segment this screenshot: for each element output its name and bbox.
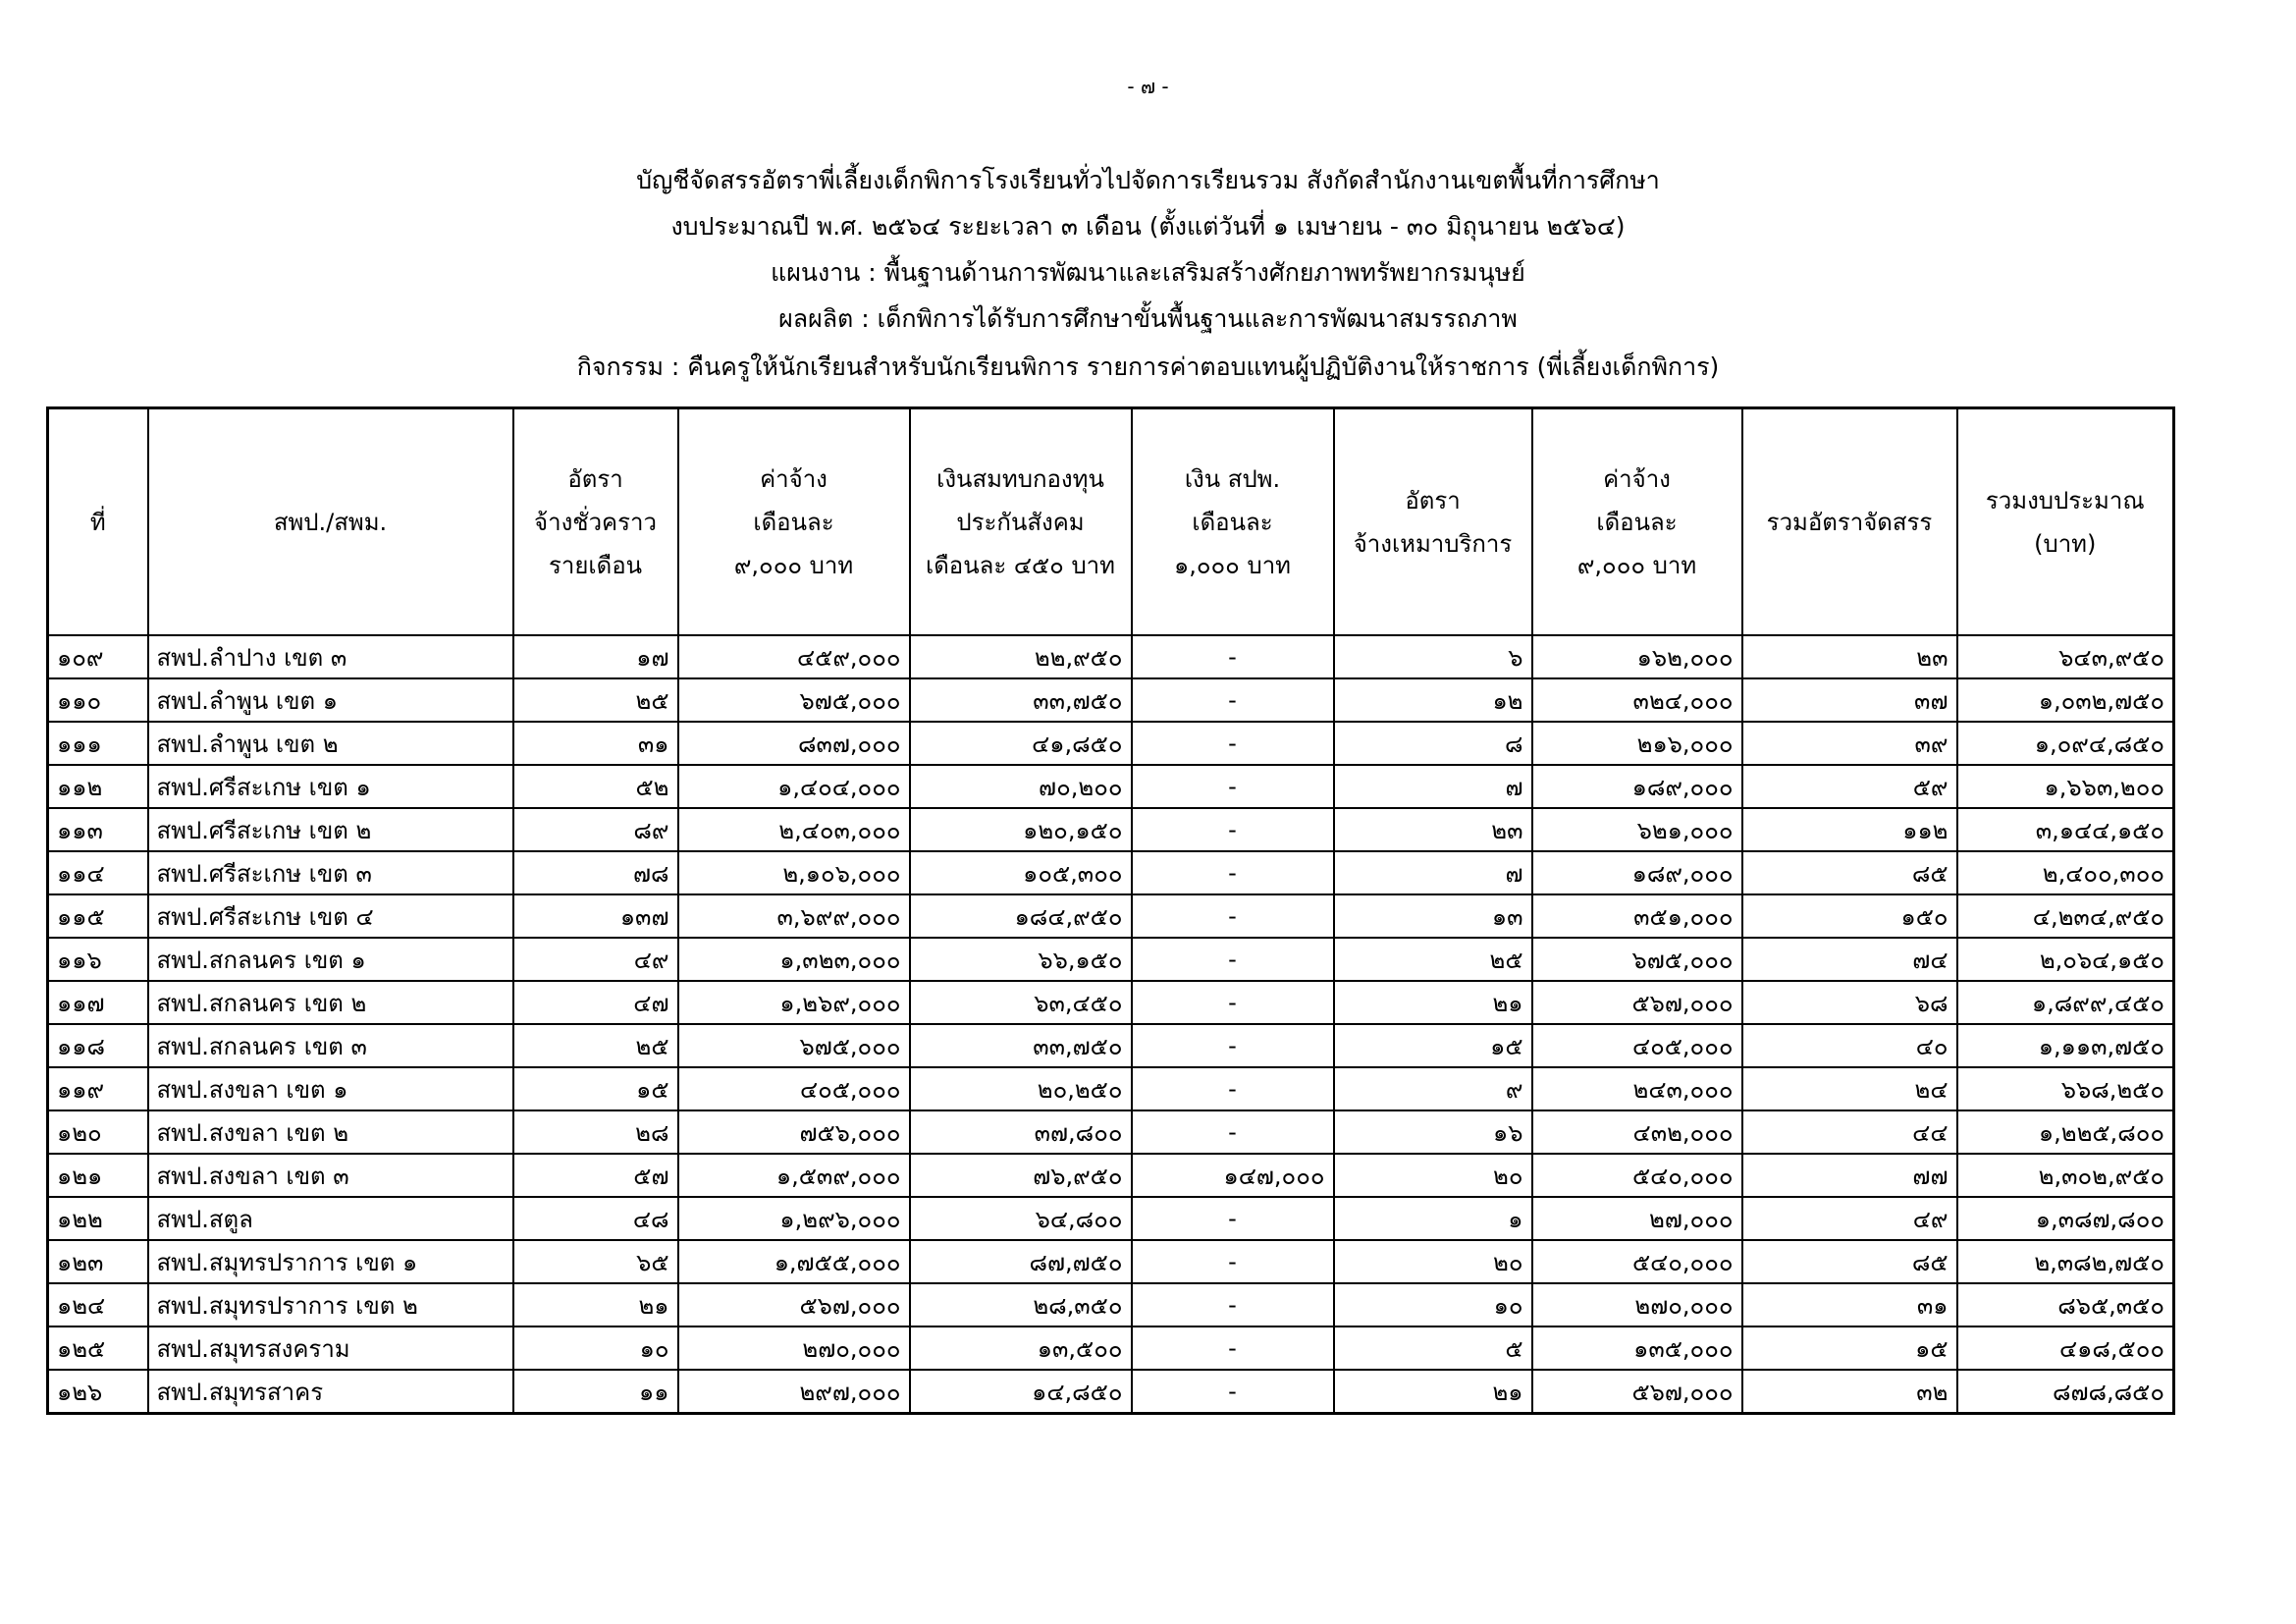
total-rate-cell: ๓๗ [1742,678,1957,722]
temp-rate-cell: ๒๕ [513,1024,678,1067]
sppw-fund-cell: - [1132,1197,1334,1240]
column-header-line: ประกันสังคม [956,508,1085,536]
header-row [48,408,2174,636]
column-header-line: (บาท) [2034,529,2097,558]
sppw-fund-cell: - [1132,808,1334,851]
temp-wage-cell: ๔๕๙,๐๐๐ [678,635,910,678]
column-header [910,408,1132,636]
social-security-cell: ๑๔,๘๕๐ [910,1370,1132,1414]
total-rate-cell: ๘๕ [1742,1240,1957,1283]
sppw-fund-cell: - [1132,678,1334,722]
social-security-cell: ๖๓,๔๕๐ [910,981,1132,1024]
total-rate-cell: ๓๙ [1742,722,1957,765]
column-header [678,408,910,636]
total-budget-cell: ๔,๒๓๔,๙๕๐ [1957,894,2174,938]
total-rate-cell: ๖๘ [1742,981,1957,1024]
office-name-cell: สพป.สกลนคร เขต ๑ [148,938,513,981]
total-budget-cell: ๖๔๓,๙๕๐ [1957,635,2174,678]
total-rate-cell: ๒๓ [1742,635,1957,678]
row-number-cell: ๑๑๐ [48,678,148,722]
column-header-line: เงิน สปพ. [1184,464,1281,493]
total-rate-cell: ๑๕ [1742,1326,1957,1370]
row-number-cell: ๑๑๔ [48,851,148,894]
column-header [1132,408,1334,636]
contract-rate-cell: ๒๓ [1334,808,1532,851]
contract-rate-cell: ๑๖ [1334,1110,1532,1154]
column-header [48,408,148,636]
column-header-line: อัตรา [567,464,623,493]
row-number-cell: ๑๐๙ [48,635,148,678]
sppw-fund-cell: - [1132,1067,1334,1110]
office-name-cell: สพป.สมุทรสาคร [148,1370,513,1414]
table-row [48,678,2174,722]
contract-rate-cell: ๒๑ [1334,1370,1532,1414]
row-number-cell: ๑๒๑ [48,1154,148,1197]
sppw-fund-cell: - [1132,1240,1334,1283]
contract-rate-cell: ๘ [1334,722,1532,765]
table-body [48,635,2174,1414]
office-name-cell: สพป.สงขลา เขต ๑ [148,1067,513,1110]
plan-line: แผนงาน : พื้นฐานด้านการพัฒนาและเสริมสร้างศักยภาพทรัพยากรมนุษย์ [771,258,1525,287]
total-budget-cell: ๘๗๘,๘๕๐ [1957,1370,2174,1414]
total-rate-cell: ๓๒ [1742,1370,1957,1414]
temp-rate-cell: ๕๒ [513,765,678,808]
sppw-fund-cell: - [1132,894,1334,938]
social-security-cell: ๑๓,๕๐๐ [910,1326,1132,1370]
sppw-fund-cell: - [1132,722,1334,765]
temp-wage-cell: ๒๗๐,๐๐๐ [678,1326,910,1370]
social-security-cell: ๒๒,๙๕๐ [910,635,1132,678]
sppw-fund-cell: ๑๔๗,๐๐๐ [1132,1154,1334,1197]
total-budget-cell: ๔๑๘,๕๐๐ [1957,1326,2174,1370]
total-rate-cell: ๑๑๒ [1742,808,1957,851]
activity-line: กิจกรรม : คืนครูให้นักเรียนสำหรับนักเรียนพิการ รายการค่าตอบแทนผู้ปฏิบัติงานให้ราชการ (พี่เลี้ยงเด็กพิการ) [576,352,1720,381]
row-number-cell: ๑๑๗ [48,981,148,1024]
column-header-line: ค่าจ้าง [760,464,828,493]
temp-wage-cell: ๕๖๗,๐๐๐ [678,1283,910,1326]
row-number-cell: ๑๑๑ [48,722,148,765]
total-budget-cell: ๒,๔๐๐,๓๐๐ [1957,851,2174,894]
contract-wage-cell: ๒๗,๐๐๐ [1532,1197,1742,1240]
office-name-cell: สพป.สตูล [148,1197,513,1240]
column-header-line: ๙,๐๐๐ บาท [733,551,854,579]
total-rate-cell: ๓๑ [1742,1283,1957,1326]
table-row [48,894,2174,938]
social-security-cell: ๘๗,๗๕๐ [910,1240,1132,1283]
temp-rate-cell: ๖๕ [513,1240,678,1283]
temp-wage-cell: ๔๐๕,๐๐๐ [678,1067,910,1110]
table-row [48,1154,2174,1197]
table-row [48,722,2174,765]
table-row [48,1283,2174,1326]
table-row [48,938,2174,981]
table-row [48,1110,2174,1154]
output-line: ผลผลิต : เด็กพิการได้รับการศึกษาขั้นพื้นฐานและการพัฒนาสมรรถภาพ [778,304,1518,333]
sppw-fund-cell: - [1132,1024,1334,1067]
contract-wage-cell: ๓๕๑,๐๐๐ [1532,894,1742,938]
contract-wage-cell: ๕๔๐,๐๐๐ [1532,1154,1742,1197]
total-budget-cell: ๑,๖๖๓,๒๐๐ [1957,765,2174,808]
contract-rate-cell: ๙ [1334,1067,1532,1110]
total-budget-cell: ๑,๐๓๒,๗๕๐ [1957,678,2174,722]
office-name-cell: สพป.ศรีสะเกษ เขต ๔ [148,894,513,938]
contract-wage-cell: ๕๖๗,๐๐๐ [1532,981,1742,1024]
column-header [1334,408,1532,636]
document-title: บัญชีจัดสรรอัตราพี่เลี้ยงเด็กพิการโรงเรียนทั่วไปจัดการเรียนรวม สังกัดสำนักงานเขตพื้นที่การศึกษา [636,166,1660,194]
total-budget-cell: ๖๖๘,๒๕๐ [1957,1067,2174,1110]
office-name-cell: สพป.สงขลา เขต ๓ [148,1154,513,1197]
column-header-line: รวมอัตราจัดสรร [1766,508,1933,536]
row-number-cell: ๑๑๖ [48,938,148,981]
sppw-fund-cell: - [1132,1283,1334,1326]
temp-wage-cell: ๖๗๕,๐๐๐ [678,678,910,722]
temp-rate-cell: ๒๘ [513,1110,678,1154]
contract-rate-cell: ๒๕ [1334,938,1532,981]
contract-rate-cell: ๑๐ [1334,1283,1532,1326]
row-number-cell: ๑๑๘ [48,1024,148,1067]
total-budget-cell: ๒,๐๖๔,๑๕๐ [1957,938,2174,981]
table-header [48,408,2174,636]
row-number-cell: ๑๒๕ [48,1326,148,1370]
table-row [48,1240,2174,1283]
social-security-cell: ๖๔,๘๐๐ [910,1197,1132,1240]
temp-rate-cell: ๑๓๗ [513,894,678,938]
page-number: - ๗ - [1127,75,1169,98]
temp-rate-cell: ๑๕ [513,1067,678,1110]
contract-wage-cell: ๒๗๐,๐๐๐ [1532,1283,1742,1326]
total-rate-cell: ๘๕ [1742,851,1957,894]
row-number-cell: ๑๑๙ [48,1067,148,1110]
temp-wage-cell: ๗๕๖,๐๐๐ [678,1110,910,1154]
contract-wage-cell: ๑๘๙,๐๐๐ [1532,765,1742,808]
row-number-cell: ๑๒๓ [48,1240,148,1283]
temp-wage-cell: ๑,๔๐๔,๐๐๐ [678,765,910,808]
social-security-cell: ๖๖,๑๕๐ [910,938,1132,981]
contract-wage-cell: ๔๓๒,๐๐๐ [1532,1110,1742,1154]
contract-wage-cell: ๓๒๔,๐๐๐ [1532,678,1742,722]
contract-wage-cell: ๕๖๗,๐๐๐ [1532,1370,1742,1414]
column-header [148,408,513,636]
contract-wage-cell: ๕๔๐,๐๐๐ [1532,1240,1742,1283]
column-header-line: รายเดือน [548,551,643,579]
column-header [1742,408,1957,636]
contract-wage-cell: ๑๖๒,๐๐๐ [1532,635,1742,678]
row-number-cell: ๑๑๓ [48,808,148,851]
office-name-cell: สพป.ลำพูน เขต ๒ [148,722,513,765]
table-row [48,765,2174,808]
total-budget-cell: ๑,๘๙๙,๔๕๐ [1957,981,2174,1024]
social-security-cell: ๔๑,๘๕๐ [910,722,1132,765]
total-budget-cell: ๘๖๕,๓๕๐ [1957,1283,2174,1326]
column-header-line: ๙,๐๐๐ บาท [1576,551,1697,579]
row-number-cell: ๑๒๒ [48,1197,148,1240]
social-security-cell: ๓๓,๗๕๐ [910,1024,1132,1067]
column-header-line: ที่ [89,508,106,536]
contract-wage-cell: ๒๔๓,๐๐๐ [1532,1067,1742,1110]
sppw-fund-cell: - [1132,981,1334,1024]
table-row [48,1370,2174,1414]
table-row [48,1326,2174,1370]
column-header [1532,408,1742,636]
contract-rate-cell: ๒๐ [1334,1154,1532,1197]
total-rate-cell: ๑๕๐ [1742,894,1957,938]
total-rate-cell: ๔๐ [1742,1024,1957,1067]
table-row [48,808,2174,851]
column-header-line: เงินสมทบกองทุน [936,464,1104,493]
total-rate-cell: ๗๗ [1742,1154,1957,1197]
column-header-line: จ้างเหมาบริการ [1353,529,1513,558]
temp-wage-cell: ๒๙๗,๐๐๐ [678,1370,910,1414]
total-budget-cell: ๑,๒๒๕,๘๐๐ [1957,1110,2174,1154]
total-rate-cell: ๕๙ [1742,765,1957,808]
total-budget-cell: ๑,๓๘๗,๘๐๐ [1957,1197,2174,1240]
contract-wage-cell: ๑๓๕,๐๐๐ [1532,1326,1742,1370]
column-header-line: สพป./สพม. [273,508,388,536]
temp-rate-cell: ๑๑ [513,1370,678,1414]
column-header-line: ๑,๐๐๐ บาท [1174,551,1291,579]
contract-rate-cell: ๗ [1334,851,1532,894]
sppw-fund-cell: - [1132,1110,1334,1154]
allocation-table [46,406,2175,1415]
social-security-cell: ๒๐,๒๕๐ [910,1067,1132,1110]
temp-rate-cell: ๓๑ [513,722,678,765]
office-name-cell: สพป.ลำปาง เขต ๓ [148,635,513,678]
contract-rate-cell: ๑ [1334,1197,1532,1240]
temp-wage-cell: ๖๗๕,๐๐๐ [678,1024,910,1067]
temp-rate-cell: ๕๗ [513,1154,678,1197]
total-rate-cell: ๗๔ [1742,938,1957,981]
contract-rate-cell: ๑๓ [1334,894,1532,938]
temp-rate-cell: ๑๐ [513,1326,678,1370]
contract-wage-cell: ๔๐๕,๐๐๐ [1532,1024,1742,1067]
table-row [48,1067,2174,1110]
temp-rate-cell: ๔๗ [513,981,678,1024]
column-header-line: จ้างชั่วคราว [534,508,657,536]
column-header-line: ค่าจ้าง [1603,464,1671,493]
contract-rate-cell: ๕ [1334,1326,1532,1370]
sppw-fund-cell: - [1132,851,1334,894]
contract-rate-cell: ๒๐ [1334,1240,1532,1283]
temp-rate-cell: ๔๙ [513,938,678,981]
office-name-cell: สพป.ศรีสะเกษ เขต ๑ [148,765,513,808]
temp-wage-cell: ๒,๑๐๖,๐๐๐ [678,851,910,894]
row-number-cell: ๑๒๖ [48,1370,148,1414]
office-name-cell: สพป.สกลนคร เขต ๒ [148,981,513,1024]
social-security-cell: ๓๓,๗๕๐ [910,678,1132,722]
row-number-cell: ๑๑๒ [48,765,148,808]
contract-rate-cell: ๗ [1334,765,1532,808]
temp-wage-cell: ๓,๖๙๙,๐๐๐ [678,894,910,938]
row-number-cell: ๑๑๕ [48,894,148,938]
office-name-cell: สพป.สมุทรปราการ เขต ๒ [148,1283,513,1326]
office-name-cell: สพป.ลำพูน เขต ๑ [148,678,513,722]
social-security-cell: ๓๗,๘๐๐ [910,1110,1132,1154]
office-name-cell: สพป.สมุทรสงคราม [148,1326,513,1370]
column-header-line: อัตรา [1405,486,1461,514]
row-number-cell: ๑๒๐ [48,1110,148,1154]
social-security-cell: ๗๖,๙๕๐ [910,1154,1132,1197]
total-rate-cell: ๒๔ [1742,1067,1957,1110]
column-header [1957,408,2174,636]
social-security-cell: ๑๒๐,๑๕๐ [910,808,1132,851]
temp-wage-cell: ๑,๓๒๓,๐๐๐ [678,938,910,981]
row-number-cell: ๑๒๔ [48,1283,148,1326]
total-rate-cell: ๔๙ [1742,1197,1957,1240]
contract-wage-cell: ๖๒๑,๐๐๐ [1532,808,1742,851]
budget-period: งบประมาณปี พ.ศ. ๒๕๖๔ ระยะเวลา ๓ เดือน (ตั้งแต่วันที่ ๑ เมษายน - ๓๐ มิถุนายน ๒๕๖๔) [670,212,1626,241]
total-rate-cell: ๔๔ [1742,1110,1957,1154]
column-header-line: เดือนละ [1596,508,1678,536]
column-header-line: รวมงบประมาณ [1985,486,2145,514]
total-budget-cell: ๑,๑๑๓,๗๕๐ [1957,1024,2174,1067]
sppw-fund-cell: - [1132,1370,1334,1414]
social-security-cell: ๗๐,๒๐๐ [910,765,1132,808]
column-header [513,408,678,636]
temp-wage-cell: ๑,๒๖๙,๐๐๐ [678,981,910,1024]
social-security-cell: ๑๐๕,๓๐๐ [910,851,1132,894]
table-row [48,1197,2174,1240]
contract-rate-cell: ๑๒ [1334,678,1532,722]
total-budget-cell: ๒,๓๘๒,๗๕๐ [1957,1240,2174,1283]
table-row [48,635,2174,678]
social-security-cell: ๑๘๔,๙๕๐ [910,894,1132,938]
sppw-fund-cell: - [1132,938,1334,981]
temp-rate-cell: ๒๑ [513,1283,678,1326]
sppw-fund-cell: - [1132,765,1334,808]
office-name-cell: สพป.ศรีสะเกษ เขต ๓ [148,851,513,894]
temp-wage-cell: ๒,๔๐๓,๐๐๐ [678,808,910,851]
temp-wage-cell: ๑,๒๙๖,๐๐๐ [678,1197,910,1240]
office-name-cell: สพป.สกลนคร เขต ๓ [148,1024,513,1067]
temp-rate-cell: ๘๙ [513,808,678,851]
table-row [48,981,2174,1024]
office-name-cell: สพป.ศรีสะเกษ เขต ๒ [148,808,513,851]
sppw-fund-cell: - [1132,1326,1334,1370]
contract-wage-cell: ๑๘๙,๐๐๐ [1532,851,1742,894]
total-budget-cell: ๓,๑๔๔,๑๕๐ [1957,808,2174,851]
document-header [0,157,2296,390]
contract-rate-cell: ๒๑ [1334,981,1532,1024]
column-header-line: เดือนละ [1192,508,1273,536]
table-row [48,1024,2174,1067]
temp-rate-cell: ๑๗ [513,635,678,678]
column-header-line: เดือนละ [753,508,834,536]
temp-wage-cell: ๘๓๗,๐๐๐ [678,722,910,765]
social-security-cell: ๒๘,๓๕๐ [910,1283,1132,1326]
temp-rate-cell: ๗๘ [513,851,678,894]
temp-rate-cell: ๔๘ [513,1197,678,1240]
office-name-cell: สพป.สมุทรปราการ เขต ๑ [148,1240,513,1283]
total-budget-cell: ๒,๓๐๒,๙๕๐ [1957,1154,2174,1197]
temp-rate-cell: ๒๕ [513,678,678,722]
office-name-cell: สพป.สงขลา เขต ๒ [148,1110,513,1154]
temp-wage-cell: ๑,๗๕๕,๐๐๐ [678,1240,910,1283]
contract-wage-cell: ๒๑๖,๐๐๐ [1532,722,1742,765]
sppw-fund-cell: - [1132,635,1334,678]
contract-rate-cell: ๖ [1334,635,1532,678]
table-row [48,851,2174,894]
total-budget-cell: ๑,๐๙๔,๘๕๐ [1957,722,2174,765]
contract-rate-cell: ๑๕ [1334,1024,1532,1067]
column-header-line: เดือนละ ๔๕๐ บาท [926,551,1115,579]
contract-wage-cell: ๖๗๕,๐๐๐ [1532,938,1742,981]
temp-wage-cell: ๑,๕๓๙,๐๐๐ [678,1154,910,1197]
